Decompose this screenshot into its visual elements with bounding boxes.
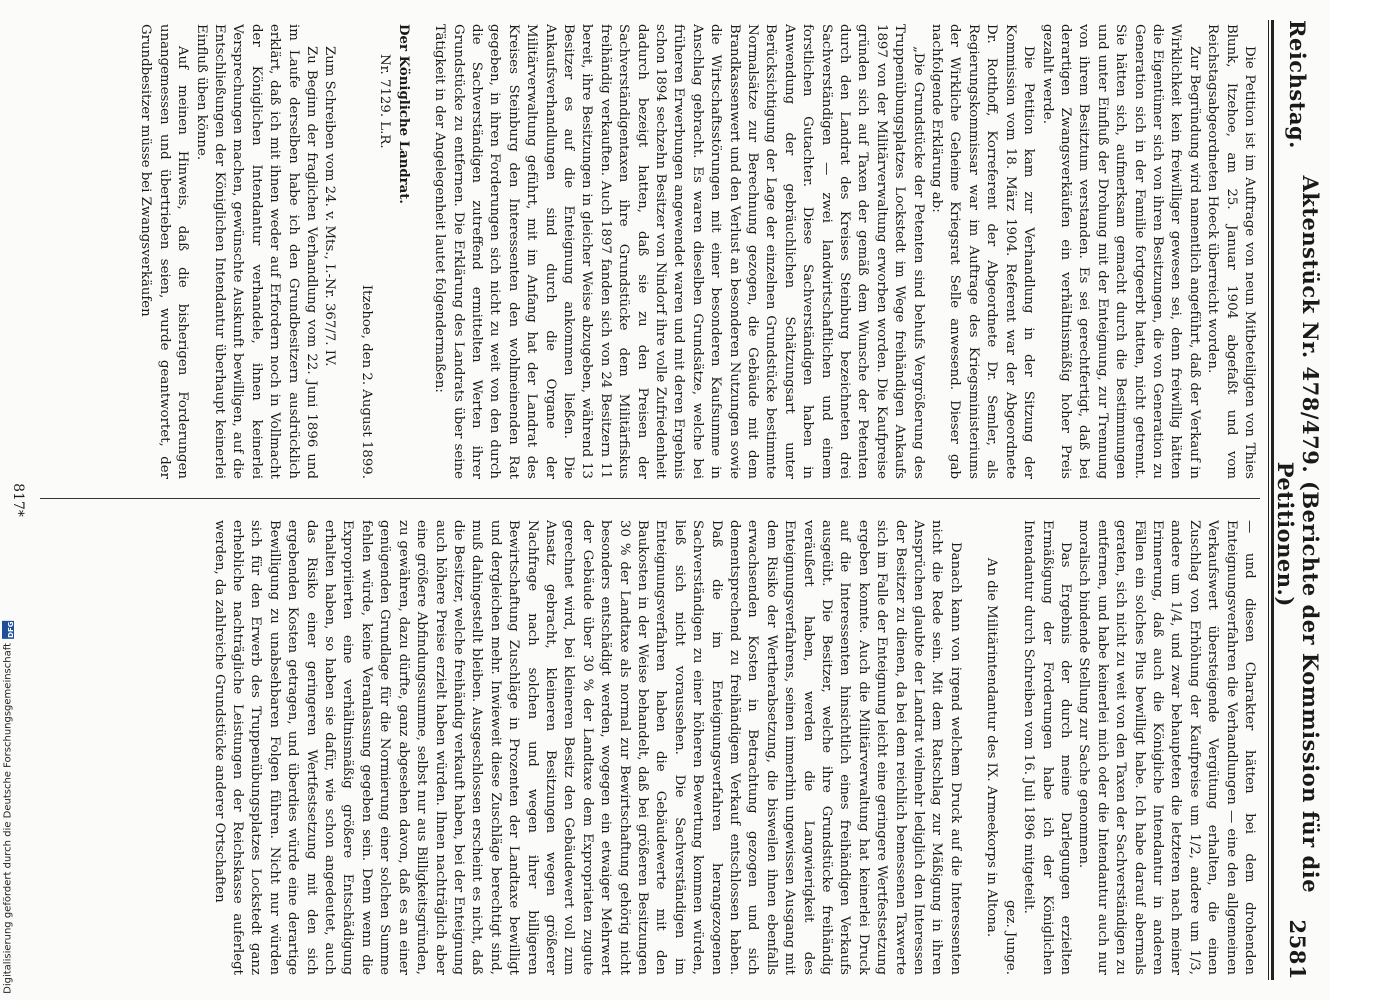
paragraph: Auf meinen Hinweis, daß die bisherigen Forderungen unangemessen und übertrieben seien, wurde geantwortet, der Grundbesitzer müsse bei Zwangsverkäufen (138, 24, 191, 479)
paragraph: Danach kann von irgend welchem Druck auf die Interessenten nicht die Rede sein. Mit dem Ratschlag zur Mäßigung in ihren Ansprüchen glaubte der Landrat vielmehr lediglich den Interessen der Besitzer zu dienen, da bei dem reichlich bemessenen Taxwerte sich im Falle der Enteignung leicht eine geringere Wertfestsetzung ergeben konnte. Auch die Militärverwaltung hat keinerlei Druck auf die Interessenten hinsichtlich eines freihändigen Verkaufs ausgeübt. Die Besitzer, welche ihre Grundstücke freihändig veräußert haben, werden die Langwierigkeit des Enteignungsverfahrens, seinen immerhin ungewissen Ausgang mit dem Risiko der Wertherabsetzung, die bisweilen ihnen ebenfalls erwachsenden Kosten in Betrachtung gezogen und sich dementsprechend zu freihändigem Verkauf entschlossen haben. Daß die im Enteignungsverfahren herangezogenen Sachverständigen zu einer höheren Bewertung kommen würden, ließ sich nicht voraussehen. Die Sachverständigen im Enteignungsverfahren haben die Gebäudewerte mit den Baukosten in der Weise behandelt, daß bei größeren Besitzungen 30 % der Landtaxe als normal zur Bewirtschaftung gehörig nicht besonders entschädigt werden, wogegen ein etwaiger Mehrwert der Gebäude über 30 % der Landtaxe dem Expropriaten zugute gerechnet wird, bei kleineren Besitz den Gebäudewert voll zum Ansatz gebracht, kleineren Besitzungen wegen größerer Nachfrage nach solchen und wegen ihrer billigeren Bewirtschaftung Zuschläge in Prozenten der Landtaxe bewilligt und dergleichen mehr. Inwieweit diese Zuschläge berechtigt sind, muß dahingestellt bleiben. Ausgeschlossen erscheint es nicht, daß die Besitzer, welche freihändig verkauft haben, bei der Enteignung auch höhere Preise erzielt haben würden. Ihnen nachträglich aber eine größere Abfindungssumme, selbst nur aus Billigkeitsgründen, zu gewähren, dazu dürfte, ganz abgesehen davon, daß es an einer genügenden Grundlage für die Normierung einer solchen Summe fehlen würde, keine Veranlassung gegeben sein. Denn wenn die Expropriierten eine verhältnismäßig größere Entschädigung erhalten haben, so haben sie dafür, wie schon angedeutet, auch das Risiko einer geringeren Wertfestsetzung mit den sich ergebenden Kosten getragen, und überdies würde eine derartige Bewilligung zu unabsehbaren Folgen führen. Nicht nur würden sich für den Erwerb des Truppenübungsplatzes Lockstedt ganz erhebliche nachträgliche Leistungen der Reichskasse auferlegt werden, da zahlreiche Grundstücke anderer Ortschaften (211, 520, 963, 975)
paragraph: „Die Grundstücke der Petenten sind behufs Vergrößerung des Truppenübungsplatzes Lockstedt im Wege freihändigen Ankaufs 1897 von der Militärverwaltung erworben worden. Die Kaufpreise gründen sich auf Taxen der gemäß dem Wunsche der Petenten durch den Landrat des Kreises Steinburg bezeichneten drei Sachverständigen — zwei landwirtschaftlichen und einem forstlichen Gutachter. Diese Sachverständigen haben in Anwendung der gebräuchlichen Schätzungsart unter Berücksichtigung der Lage der einzelnen Grundstücke bestimmte Normalsätze zur Berechnung gezogen, die Gebäude mit dem Brandkassenwert und den Verlust an besonderen Nutzungen sowie die Wirtschaftsstörungen mit einer besonderen Kaufsumme in Anschlag gebracht. Es waren dieselben Grundsätze, welche bei früheren Erwerbungen angewendet waren und mit deren Ergebnis schon 1894 sechzehn Besitzer von Nindorf ihre volle Zufriedenheit dadurch bezeigt hatten, daß sie zu den Preisen der Sachverständigentaxen ihre Grundstücke dem Militärfiskus freihändig verkauften. Auch 1897 fanden sich von 24 Besitzern 11 bereit, ihre Besitzungen in gleicher Weise abzugeben, während 13 Besitzer es auf die Enteignung ankommen ließen. Die Ankaufsverhandlungen sind durch die Organe der Militärverwaltung geführt, mit im Anfang hat der Landrat des Kreises Steinburg den Interessenten den wohlmeinenden Rat gegeben, in ihren Forderungen sich nicht zu weit von den durch die Sachverständigen zutreffend ermittelten Werten ihrer Grundstücke zu entfernen. Die Erklärung des Landrats über seine Tätigkeit in der Angelegenheit lautet folgendermaßen: (432, 24, 926, 479)
header-rule-thin (1268, 20, 1269, 980)
paragraph: — und diesen Charakter hätten bei dem drohenden Enteignungsverfahren die Verhandlungen — eine den allgemeinen Verkaufswert übersteigende Vergütung erhalten, die einen Zuschlag von Erhöhung der Kaufpreise um 1/2, andere um 1/3, andere um 1/4, und zwar behaupteten die letzteren nach meiner Erinnerung, daß auch die Königliche Intendantur in anderen Fällen ein solches Plus bewilligt habe. Ich habe darauf abermals geraten, sich nicht zu weit von den Taxen der Sachverständigen zu entfernen, und habe keinerlei mich oder die Intendantur auch nur moralisch bindende Stellung zur Sache genommen. (1076, 520, 1257, 975)
digitization-credit (2, 621, 14, 994)
addressee: An die Militärintendantur des IX. Armeekorps in Altona. (984, 557, 1000, 938)
paragraph: Die Petition kam zur Verhandlung in der Sitzung der Kommission vom 18. März 1904. Referent war der Abgeordnete Dr. Rotthoff, Korreferent der Abgeordnete Dr. Semler, als Regierungskommissar war im Auftrage des Kriegsministeriums der Wirkliche Geheime Kriegsrat Selle anwesend. Dieser gab nachfolgende Erklärung ab: (929, 24, 1037, 479)
letter-reference: Nr. 7129. L.R. (377, 54, 393, 149)
letter-place-date: Itzehoe, den 2. August 1899. (358, 284, 374, 479)
dfg-logo: DFG (2, 621, 14, 639)
paragraph: Zur Begründung wird namentlich angeführt, daß der Verkauf in Wirklichkeit kein freiwilliger gewesen sei, denn freiwillig hätten die Eigentümer sich von ihren Besitzungen, die von Generation zu Generation sich in der Familie fortgeerbt hatten, nicht getrennt. Sie hätten sich, aufmerksam gemacht durch die Bestimmungen und unter Einfluß der Drohung mit der Enteignung, zur Trennung von ihrem Besitztum verstanden. Es sei gerechtfertigt, daß bei derartigen Zwangsverkäufen ein verhältnismäßig hoher Preis gezahlt werde. (1039, 24, 1202, 479)
header-left: Reichstag. (1285, 20, 1311, 149)
page-number: 2581 (1285, 919, 1311, 980)
page-header (1273, 20, 1323, 980)
paragraph: Das Ergebnis der durch meine Darlegungen erzielten Ermäßigung der Forderungen habe ich der Königlichen Intendantur durch Schreiben vom 16. Juli 1896 mitgeteilt. (1021, 520, 1073, 975)
page-footer: 817* (10, 483, 26, 517)
signature: gez. Junge. (1002, 900, 1018, 975)
paragraph: Zum Schreiben vom 24. v. Mts., I.-Nr. 367/7. IV. (322, 46, 338, 367)
header-title: Aktenstück Nr. 478/479. (Berichte der Kommission für die Petitionen.) (1273, 175, 1323, 894)
right-column (36, 520, 1258, 975)
paragraph: Die Petition ist im Auftrage von neun Mitbeteiligten von Thies Blunk, Itzehoe, am 25. Januar 1904 abgefaßt und vom Reichstagsabgeordneten Hoeck überreicht worden. (1205, 24, 1257, 479)
letter-heading: Der Königliche Landrat. (395, 24, 411, 205)
credit-text: Digitalisierung gefördert durch die Deutsche Forschungsgemeinschaft (2, 643, 14, 994)
paragraph: Zu Beginn der fraglichen Verhandlung vom 22. Juni 1896 und im Laufe derselben habe ich den Grundbesitzern ausdrücklich erklärt, daß ich mit ihnen weder auf Erfordern noch in Vollmacht der Königlichen Intendantur verhandele, ihnen keinerlei Versprechungen machen, gewünschte Auskunft bewilligen, auf die Entschließungen der Königlichen Intendantur überhaupt keinerlei Einfluß üben könne. (193, 24, 320, 479)
header-rule (1271, 20, 1274, 980)
left-column (36, 24, 1258, 479)
column-divider (40, 498, 1260, 499)
